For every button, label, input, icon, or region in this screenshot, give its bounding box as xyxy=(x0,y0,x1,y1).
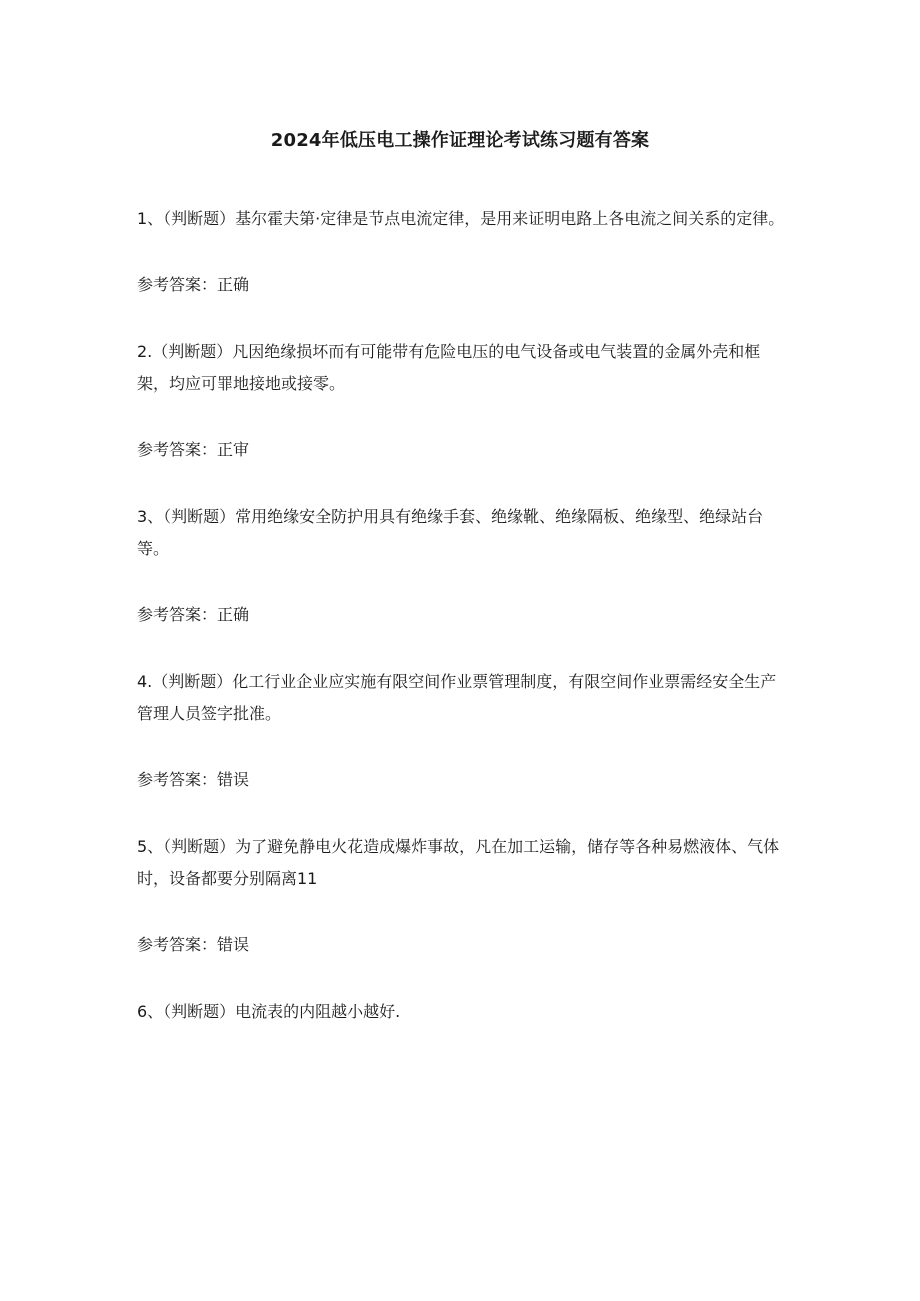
question-list xyxy=(137,203,787,1028)
question-item-1 xyxy=(137,203,787,301)
question-item-6 xyxy=(137,996,787,1028)
question-text: 3、（判断题）常用绝缘安全防护用具有绝缘手套、绝缘靴、绝缘隔板、绝缘型、绝绿站台等。 xyxy=(137,507,764,558)
answer-text: 参考答案：正审 xyxy=(137,440,250,459)
question-text: 6、（判断题）电流表的内阻越小越好. xyxy=(137,1002,401,1021)
question-item-3 xyxy=(137,501,787,631)
question-item-4 xyxy=(137,666,787,796)
answer-text: 参考答案：正确 xyxy=(137,275,250,294)
question-item-5 xyxy=(137,831,787,961)
document-title: 2024年低压电工操作证理论考试练习题有答案 xyxy=(270,130,650,151)
answer-text: 参考答案：错误 xyxy=(137,935,250,954)
question-text: 2.（判断题）凡因绝缘损坏而有可能带有危险电压的电气设备或电气装置的金属外壳和框架，均应可罪地接地或接零。 xyxy=(137,342,761,393)
answer-text: 参考答案：正确 xyxy=(137,605,250,624)
question-item-2 xyxy=(137,336,787,466)
question-text: 5、（判断题）为了避免静电火花造成爆炸事故，凡在加工运输，储存等各种易燃液体、气体时，设备都要分别隔离11 xyxy=(137,837,780,888)
question-text: 4.（判断题）化工行业企业应实施有限空间作业票管理制度，有限空间作业票需经安全生产管理人员签字批准。 xyxy=(137,672,777,723)
answer-text: 参考答案：错误 xyxy=(137,770,250,789)
question-text: 1、（判断题）基尔霍夫第·定律是节点电流定律，是用来证明电路上各电流之间关系的定律。 xyxy=(137,209,785,228)
